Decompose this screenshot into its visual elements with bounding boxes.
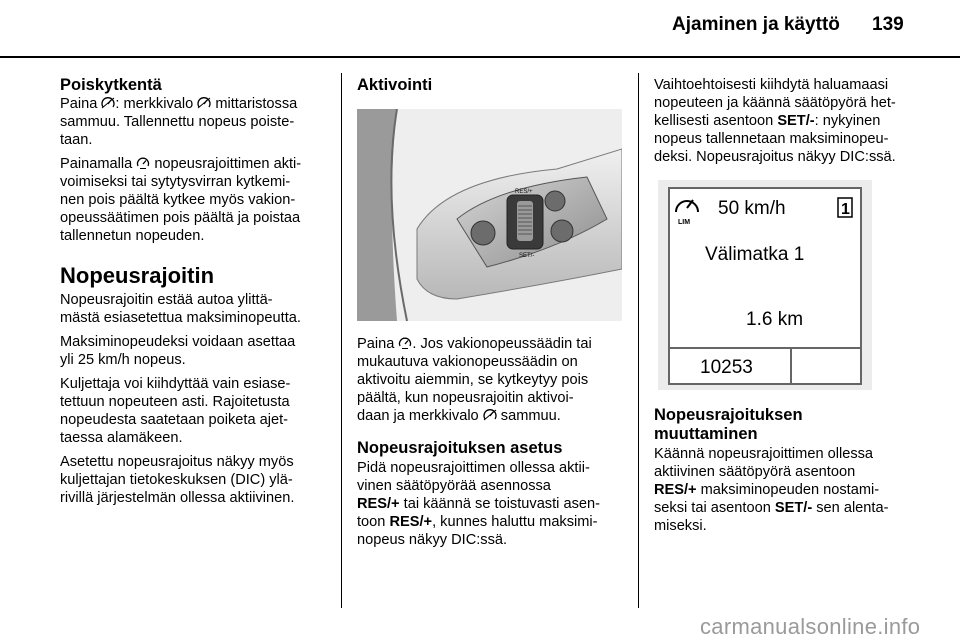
wheel-res-label: RES/+ bbox=[515, 189, 533, 195]
dic-trip-label: Välimatka 1 bbox=[705, 244, 805, 265]
paragraph-max-speed: Maksiminopeudeksi voidaan asettaa yli 25 km/h nopeus. bbox=[60, 334, 296, 368]
paragraph-limiter-intro: Nopeusrajoitin estää autoa ylittä- mästä esiasetettua maksiminopeutta. bbox=[60, 292, 301, 326]
wheel-set-label: SET/- bbox=[519, 253, 535, 259]
speed-limiter-off-icon bbox=[483, 409, 497, 421]
heading-nopeusrajoitin: Nopeusrajoitin bbox=[60, 263, 215, 288]
paragraph-activation: Paina . Jos vakionopeussäädin tai mukautuva vakionopeussäädin on aktivoitu aiemmin, se kytkeytyy pois päältä, kun nopeusrajoitin aktivoi- daan ja merkkivalo sammuu. bbox=[357, 336, 592, 424]
page-number: 139 bbox=[872, 14, 904, 35]
dic-icon-label: LIM bbox=[678, 219, 691, 226]
heading-aktivointi: Aktivointi bbox=[357, 76, 433, 94]
column-divider-1 bbox=[341, 73, 342, 608]
speed-limiter-icon bbox=[136, 157, 150, 169]
watermark: carmanualsonline.info bbox=[700, 614, 921, 639]
dic-speed: 50 km/h bbox=[718, 198, 786, 219]
paragraph-alternative: Vaihtoehtoisesti kiihdytä haluamaasi nopeuteen ja käännä säätöpyörä het- kellisesti asentoon SET/-: nykyinen nopeus tallennetaan maksiminopeu- deksi. Nopeusrajoitus näkyy DIC:ssä. bbox=[654, 77, 896, 165]
column-divider-2 bbox=[638, 73, 639, 608]
heading-muuttaminen: Nopeusrajoituksen muuttaminen bbox=[654, 406, 803, 443]
paragraph-dic-display: Asetettu nopeusrajoitus näkyy myös kuljettajan tietokeskuksen (DIC) ylä- rivillä järjestelmän ollessa aktiivinen. bbox=[60, 454, 295, 506]
dic-trip-value: 1.6 km bbox=[746, 309, 804, 330]
speed-limiter-icon bbox=[398, 337, 412, 349]
heading-poiskytkenta: Poiskytkentä bbox=[60, 76, 162, 94]
paragraph-accelerate: Kuljettaja voi kiihdyttää vain esiase- tettuun nopeuteen asti. Rajoitetusta nopeudesta saatetaan poiketa ajet- taessa alamäkeen. bbox=[60, 376, 291, 446]
speed-limiter-off-icon bbox=[101, 97, 115, 109]
dic-display-illustration bbox=[658, 180, 872, 390]
paragraph-setting: Pidä nopeusrajoittimen ollessa aktii- vinen säätöpyörää asennossa RES/+ tai käännä se toistuvasti asen- toon RES/+, kunnes haluttu maksimi- nopeus näkyy DIC:ssä. bbox=[357, 460, 600, 548]
paragraph-off: Paina : merkkivalo mittaristossa sammuu. Tallennettu nopeus poiste- taan. bbox=[60, 96, 298, 148]
dic-odometer: 10253 bbox=[700, 357, 753, 378]
steering-wheel-illustration bbox=[357, 109, 622, 321]
speed-limiter-off-icon bbox=[197, 97, 211, 109]
paragraph-deactivate: Painamalla nopeusrajoittimen akti- voimiseksi tai sytytysvirran kytkemi- nen pois päältä kytkee myös vakion- opeussäätimen pois päältä ja poistaa tallennetun nopeuden. bbox=[60, 156, 302, 244]
paragraph-changing: Käännä nopeusrajoittimen ollessa aktiivinen säätöpyörä asentoon RES/+ maksiminopeuden nostami- seksi tai asentoon SET/- sen alenta- miseksi. bbox=[654, 446, 889, 534]
heading-asetus: Nopeusrajoituksen asetus bbox=[357, 439, 563, 457]
column-2 bbox=[357, 76, 625, 555]
column-1 bbox=[60, 76, 328, 513]
header-rule bbox=[0, 56, 960, 58]
dic-page-indicator: 1 bbox=[841, 201, 850, 218]
column-3 bbox=[654, 76, 922, 541]
chapter-title: Ajaminen ja käyttö bbox=[672, 14, 840, 35]
